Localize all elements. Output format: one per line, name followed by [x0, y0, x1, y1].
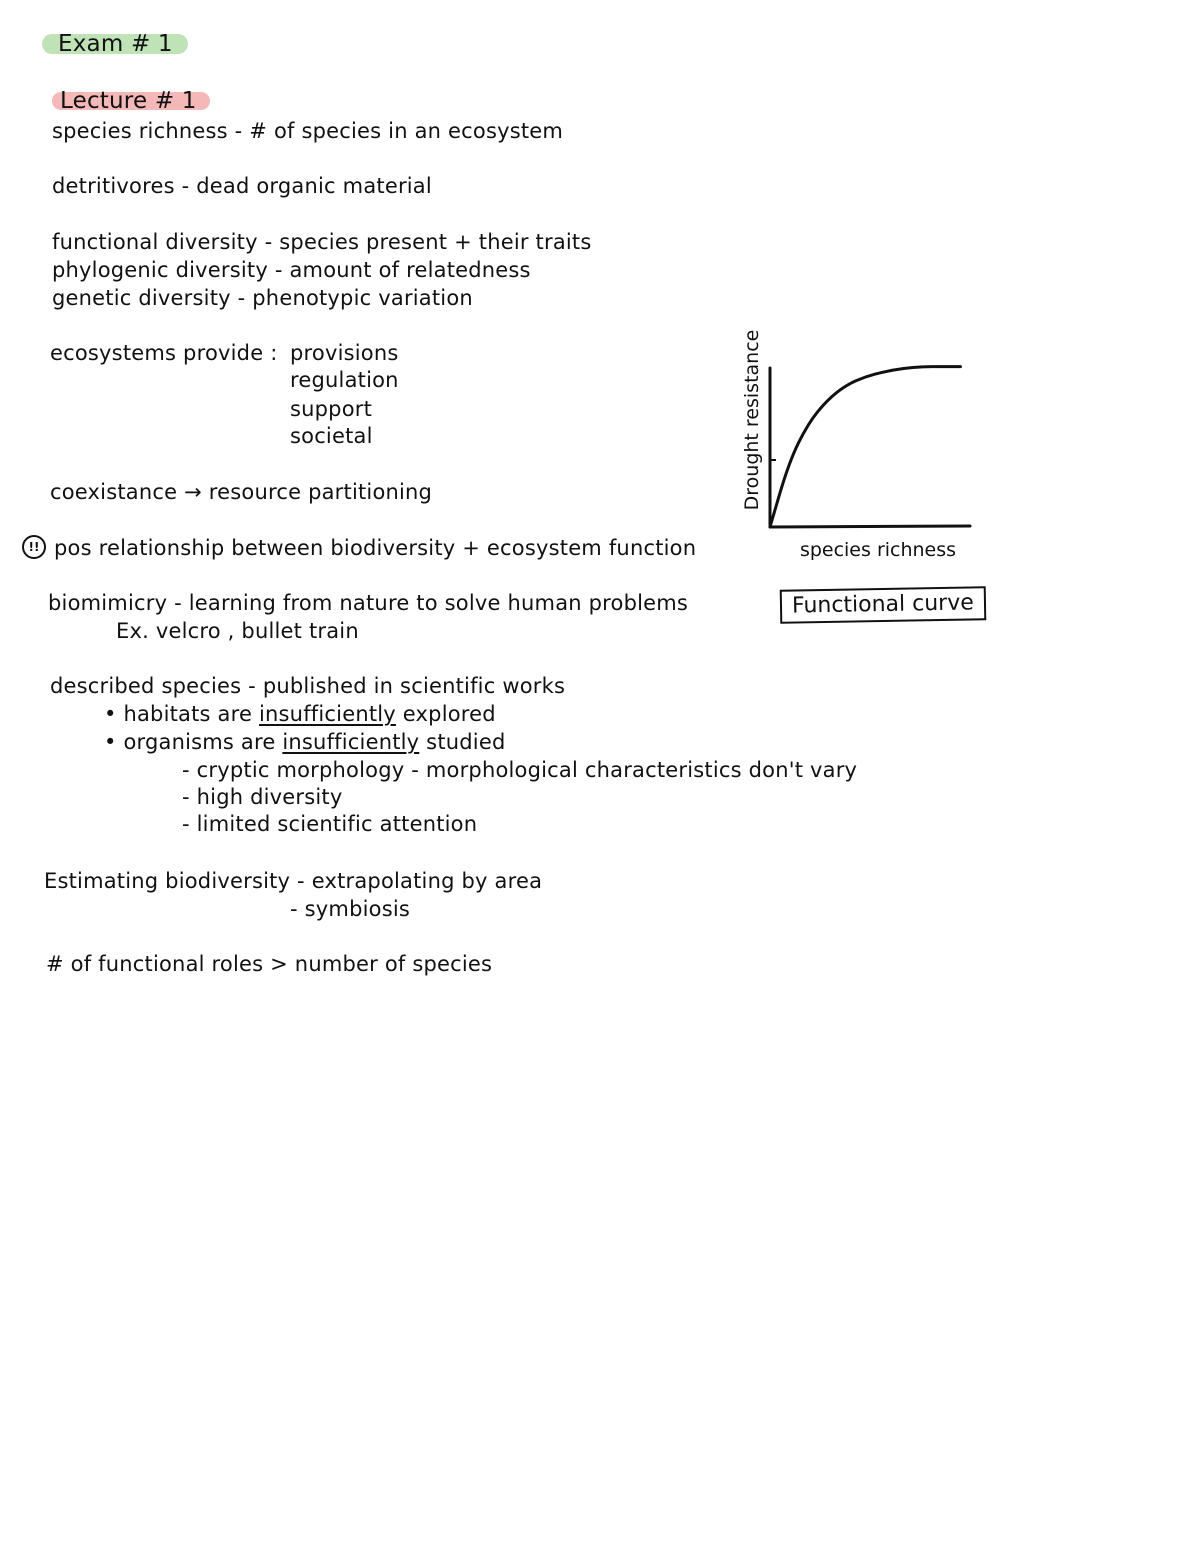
note-coexistence: coexistance → resource partitioning — [50, 480, 433, 504]
chart-x-axis — [770, 526, 970, 527]
page-title: Exam # 1 — [58, 31, 173, 57]
ecosystem-service-item: support — [290, 397, 373, 421]
chart-x-label: species richness — [799, 539, 957, 561]
chart-title-box: Functional curve — [780, 586, 986, 624]
functional-curve-chart — [730, 320, 990, 570]
ecosystem-service-item: societal — [290, 424, 373, 448]
important-mark-icon: !! — [22, 535, 46, 559]
sub-cryptic-morphology: - cryptic morphology - morphological characteristics don't vary — [182, 758, 858, 782]
note-pos-relationship: pos relationship between biodiversity + ecosystem function — [54, 536, 697, 560]
ecosystem-service-item: regulation — [290, 368, 399, 392]
bullet-organisms-underlined: insufficiently — [282, 730, 420, 754]
chart-series-line — [770, 367, 960, 527]
chart-y-label: Drought resistance — [741, 329, 763, 511]
note-described-species: described species - published in scientific works — [50, 674, 566, 698]
note-detritivores: detritivores - dead organic material — [52, 174, 432, 198]
note-biomimicry-example: Ex. velcro , bullet train — [116, 619, 359, 643]
sub-limited-attention: - limited scientific attention — [182, 812, 478, 836]
bullet-habitats — [104, 701, 496, 727]
bullet-habitats-pre: • habitats are — [104, 702, 259, 726]
bullet-organisms — [104, 729, 505, 755]
note-symbiosis: - symbiosis — [290, 897, 411, 921]
bullet-organisms-pre: • organisms are — [104, 730, 283, 754]
note-phylogenic-diversity: phylogenic diversity - amount of relatedness — [52, 258, 531, 282]
section-heading: Lecture # 1 — [60, 88, 197, 114]
note-functional-roles: # of functional roles > number of species — [46, 952, 493, 976]
bullet-habitats-post: explored — [395, 702, 496, 726]
bullet-habitats-underlined: insufficiently — [259, 702, 396, 726]
bullet-organisms-post: studied — [419, 730, 506, 754]
note-genetic-diversity: genetic diversity - phenotypic variation — [52, 286, 473, 310]
note-ecosystems-provide: ecosystems provide : — [50, 341, 278, 365]
note-estimating-biodiversity: Estimating biodiversity - extrapolating by area — [44, 869, 543, 893]
note-functional-diversity: functional diversity - species present + their traits — [52, 230, 592, 254]
note-biomimicry: biomimicry - learning from nature to solve human problems — [48, 591, 689, 615]
ecosystem-service-item: provisions — [290, 341, 399, 365]
sub-high-diversity: - high diversity — [182, 785, 343, 809]
note-species-richness: species richness - # of species in an ecosystem — [52, 119, 564, 143]
